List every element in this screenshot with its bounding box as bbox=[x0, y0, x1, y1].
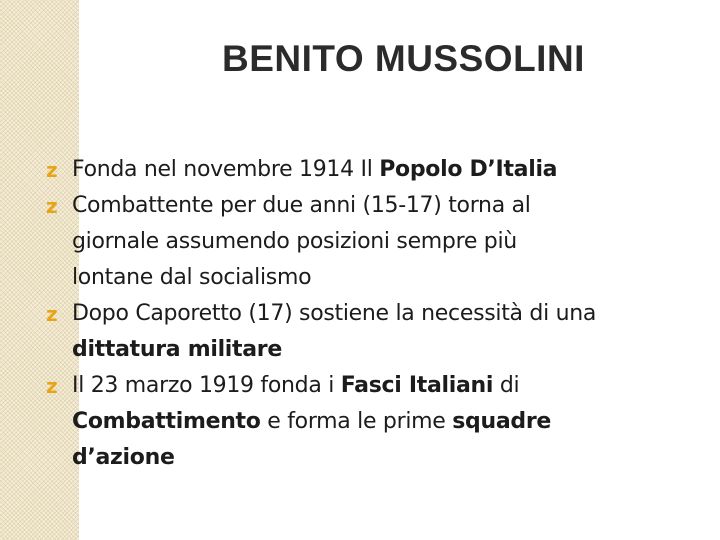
bullet-item-1 bbox=[46, 152, 716, 188]
bullet-text: Combattente per due anni (15-17) torna al bbox=[72, 193, 531, 218]
bullet-text-bold: d’azione bbox=[72, 445, 175, 470]
bullet-text: di bbox=[493, 373, 520, 398]
z-bullet-icon: z bbox=[46, 158, 58, 182]
bullet-text: lontane dal socialismo bbox=[72, 265, 312, 290]
z-bullet-icon: z bbox=[46, 374, 58, 398]
bullet-text: giornale assumendo posizioni sempre più bbox=[72, 229, 517, 254]
slide-title: BENITO MUSSOLINI bbox=[222, 38, 585, 79]
z-bullet-icon: z bbox=[46, 194, 58, 218]
bullet-text-bold: Popolo D’Italia bbox=[379, 157, 558, 182]
bullet-text-bold: Combattimento bbox=[72, 409, 261, 434]
bullet-text-bold: dittatura militare bbox=[72, 337, 282, 362]
bullet-text: Dopo Caporetto (17) sostiene la necessità di una bbox=[72, 301, 597, 326]
z-bullet-icon: z bbox=[46, 302, 58, 326]
bullet-text-bold: Fasci Italiani bbox=[340, 373, 494, 398]
bullet-text: e forma le prime bbox=[260, 409, 453, 434]
bullet-item-2 bbox=[46, 188, 716, 296]
bullet-text: Fonda nel novembre 1914 Il bbox=[72, 157, 380, 182]
bullet-text-bold: squadre bbox=[452, 409, 551, 434]
bullet-item-3 bbox=[46, 296, 716, 368]
bullet-text: Il 23 marzo 1919 fonda i bbox=[72, 373, 341, 398]
bullet-list bbox=[46, 152, 716, 476]
bullet-item-4 bbox=[46, 368, 716, 476]
